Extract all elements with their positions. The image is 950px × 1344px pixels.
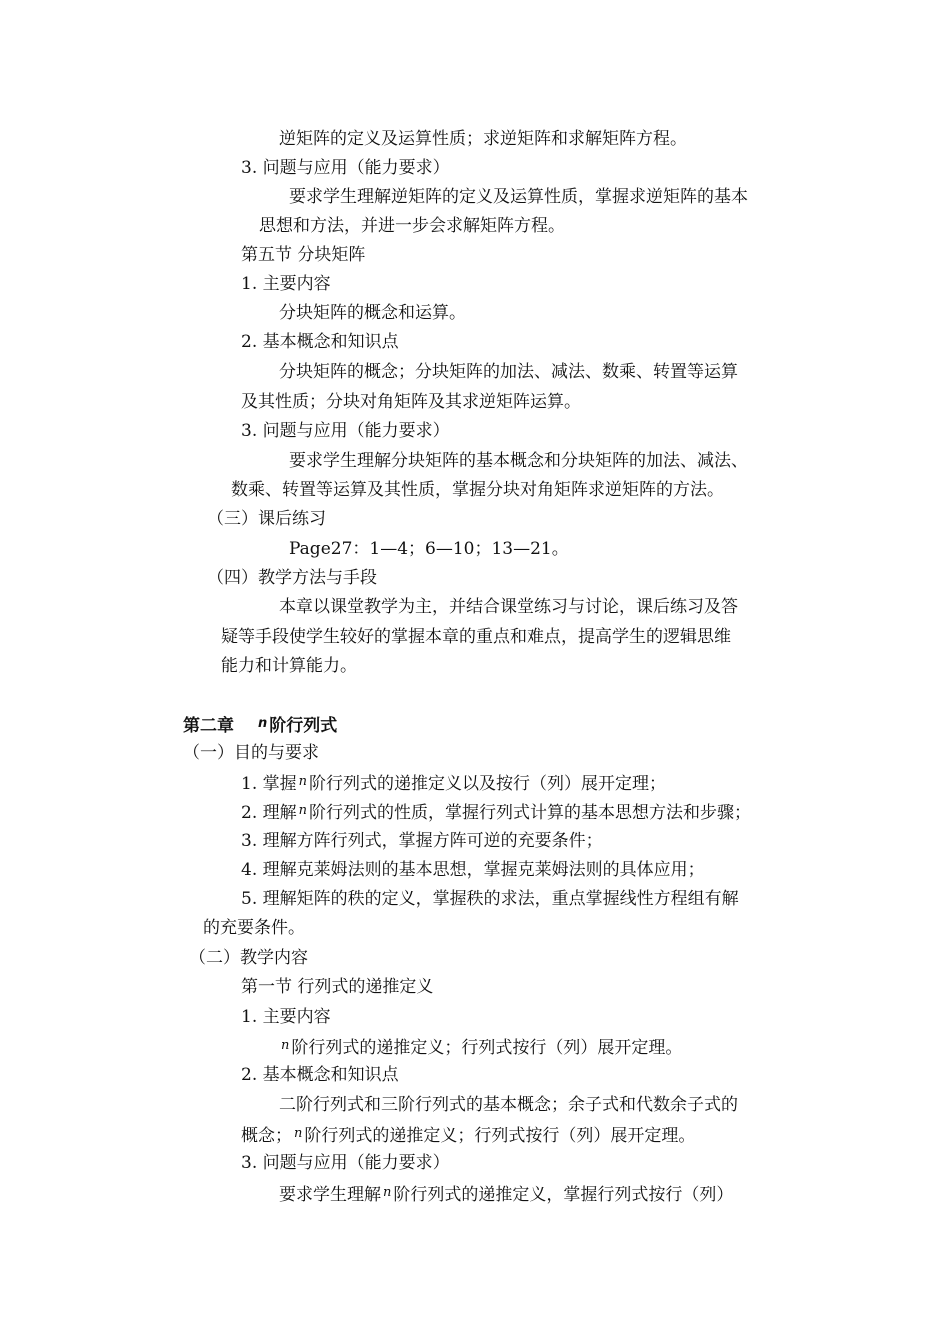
subsection-heading: 3. 问题与应用（能力要求） bbox=[241, 421, 450, 441]
text-line: 分块矩阵的概念和运算。 bbox=[279, 303, 466, 323]
text-line: 逆矩阵的定义及运算性质；求逆矩阵和求解矩阵方程。 bbox=[279, 129, 687, 149]
text-part: 2. 理解 bbox=[241, 803, 297, 823]
variable-n: n bbox=[383, 1185, 392, 1200]
variable-n: n bbox=[258, 716, 268, 731]
text-line: 及其性质；分块对角矩阵及其求逆矩阵运算。 bbox=[241, 392, 581, 412]
text-line: Page27：1—4；6—10；13—21。 bbox=[289, 539, 569, 559]
section-heading: （三）课后练习 bbox=[207, 509, 326, 529]
variable-n: n bbox=[281, 1038, 290, 1053]
text-line: 数乘、转置等运算及其性质，掌握分块对角矩阵求逆矩阵的方法。 bbox=[231, 480, 724, 500]
subsection-heading: 2. 基本概念和知识点 bbox=[241, 1065, 399, 1085]
section-heading: 第一节 行列式的递推定义 bbox=[241, 977, 434, 997]
text-line: 本章以课堂教学为主，并结合课堂练习与讨论，课后练习及答 bbox=[279, 597, 738, 617]
section-heading: 第五节 分块矩阵 bbox=[241, 245, 366, 265]
chapter-title bbox=[183, 713, 337, 737]
section-heading: （二）教学内容 bbox=[189, 948, 308, 968]
chapter-number: 第二章 bbox=[183, 716, 234, 736]
text-part: 阶行列式的性质，掌握行列式计算的基本思想方法和步骤； bbox=[309, 803, 751, 823]
subsection-heading: 3. 问题与应用（能力要求） bbox=[241, 1153, 450, 1173]
text-line: 能力和计算能力。 bbox=[221, 656, 357, 676]
list-item: 4. 理解克莱姆法则的基本思想，掌握克莱姆法则的具体应用； bbox=[241, 860, 705, 880]
text-part: 概念； bbox=[241, 1126, 292, 1146]
text-line bbox=[279, 1035, 682, 1059]
text-line: 要求学生理解逆矩阵的定义及运算性质，掌握求逆矩阵的基本 bbox=[289, 187, 748, 207]
text-line: 要求学生理解分块矩阵的基本概念和分块矩阵的加法、减法、 bbox=[289, 451, 748, 471]
subsection-heading: 3. 问题与应用（能力要求） bbox=[241, 158, 450, 178]
text-line bbox=[241, 1123, 695, 1147]
variable-n: n bbox=[298, 774, 307, 789]
list-item bbox=[241, 800, 751, 824]
text-line: 疑等手段使学生较好的掌握本章的重点和难点，提高学生的逻辑思维 bbox=[221, 627, 731, 647]
chapter-name: 阶行列式 bbox=[269, 716, 338, 736]
text-line: 二阶行列式和三阶行列式的基本概念；余子式和代数余子式的 bbox=[279, 1095, 738, 1115]
variable-n: n bbox=[294, 1126, 303, 1141]
text-line bbox=[279, 1182, 733, 1206]
text-part: 阶行列式的递推定义，掌握行列式按行（列） bbox=[393, 1185, 734, 1205]
text-line: 的充要条件。 bbox=[203, 918, 305, 938]
text-line: 思想和方法，并进一步会求解矩阵方程。 bbox=[259, 216, 565, 236]
subsection-heading: 1. 主要内容 bbox=[241, 1007, 331, 1027]
subsection-heading: 2. 基本概念和知识点 bbox=[241, 332, 399, 352]
section-heading: （四）教学方法与手段 bbox=[207, 568, 377, 588]
text-line: 分块矩阵的概念；分块矩阵的加法、减法、数乘、转置等运算 bbox=[279, 362, 738, 382]
list-item: 5. 理解矩阵的秩的定义，掌握秩的求法，重点掌握线性方程组有解 bbox=[241, 889, 739, 909]
text-part: 1. 掌握 bbox=[241, 774, 297, 794]
text-part: 阶行列式的递推定义；行列式按行（列）展开定理。 bbox=[304, 1126, 696, 1146]
text-part: 阶行列式的递推定义；行列式按行（列）展开定理。 bbox=[291, 1038, 683, 1058]
variable-n: n bbox=[298, 803, 307, 818]
text-part: 要求学生理解 bbox=[279, 1185, 381, 1205]
section-heading: （一）目的与要求 bbox=[183, 743, 319, 763]
subsection-heading: 1. 主要内容 bbox=[241, 274, 331, 294]
list-item: 3. 理解方阵行列式，掌握方阵可逆的充要条件； bbox=[241, 831, 603, 851]
list-item bbox=[241, 771, 666, 795]
text-part: 阶行列式的递推定义以及按行（列）展开定理； bbox=[309, 774, 666, 794]
